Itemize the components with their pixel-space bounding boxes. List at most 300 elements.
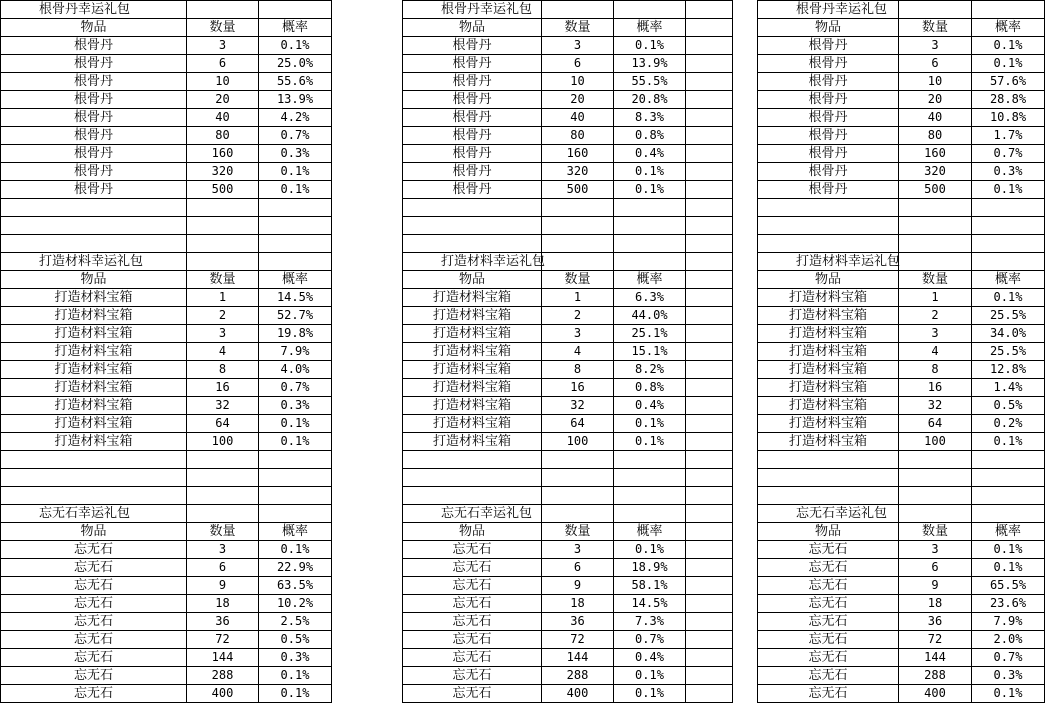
quantity-cell[interactable]: 80 <box>899 127 972 145</box>
probability-cell[interactable]: 44.0% <box>614 307 686 325</box>
empty-cell[interactable] <box>899 487 972 505</box>
empty-cell[interactable] <box>686 379 733 397</box>
empty-cell[interactable] <box>686 235 733 253</box>
empty-cell[interactable] <box>686 163 733 181</box>
empty-cell[interactable] <box>1 199 187 217</box>
empty-cell[interactable] <box>686 307 733 325</box>
header-item[interactable]: 物品 <box>403 271 542 289</box>
header-qty[interactable]: 数量 <box>542 523 614 541</box>
probability-cell[interactable]: 34.0% <box>972 325 1045 343</box>
item-name-cell[interactable]: 根骨丹 <box>1 37 187 55</box>
quantity-cell[interactable]: 8 <box>187 361 259 379</box>
quantity-cell[interactable]: 20 <box>187 91 259 109</box>
quantity-cell[interactable]: 1 <box>187 289 259 307</box>
empty-cell[interactable] <box>686 109 733 127</box>
section-title[interactable]: 打造材料幸运礼包 <box>758 253 899 271</box>
quantity-cell[interactable]: 4 <box>187 343 259 361</box>
item-name-cell[interactable]: 忘无石 <box>758 559 899 577</box>
item-name-cell[interactable]: 忘无石 <box>1 559 187 577</box>
empty-cell[interactable] <box>899 469 972 487</box>
item-name-cell[interactable]: 忘无石 <box>1 667 187 685</box>
probability-cell[interactable]: 0.1% <box>972 37 1045 55</box>
empty-cell[interactable] <box>686 451 733 469</box>
probability-cell[interactable]: 18.9% <box>614 559 686 577</box>
probability-cell[interactable]: 0.1% <box>972 289 1045 307</box>
empty-cell[interactable] <box>542 505 614 523</box>
item-name-cell[interactable]: 根骨丹 <box>758 73 899 91</box>
quantity-cell[interactable]: 2 <box>899 307 972 325</box>
empty-cell[interactable] <box>686 523 733 541</box>
item-name-cell[interactable]: 根骨丹 <box>758 163 899 181</box>
quantity-cell[interactable]: 500 <box>542 181 614 199</box>
probability-cell[interactable]: 58.1% <box>614 577 686 595</box>
item-name-cell[interactable]: 忘无石 <box>758 541 899 559</box>
item-name-cell[interactable]: 根骨丹 <box>403 181 542 199</box>
item-name-cell[interactable]: 打造材料宝箱 <box>758 289 899 307</box>
empty-cell[interactable] <box>542 217 614 235</box>
quantity-cell[interactable]: 80 <box>542 127 614 145</box>
empty-cell[interactable] <box>686 1 733 19</box>
quantity-cell[interactable]: 18 <box>899 595 972 613</box>
empty-cell[interactable] <box>686 217 733 235</box>
probability-cell[interactable]: 7.9% <box>972 613 1045 631</box>
item-name-cell[interactable]: 根骨丹 <box>403 37 542 55</box>
quantity-cell[interactable]: 64 <box>187 415 259 433</box>
item-name-cell[interactable]: 根骨丹 <box>1 163 187 181</box>
probability-cell[interactable]: 0.1% <box>972 181 1045 199</box>
item-name-cell[interactable]: 打造材料宝箱 <box>403 379 542 397</box>
quantity-cell[interactable]: 3 <box>899 541 972 559</box>
header-qty[interactable]: 数量 <box>542 271 614 289</box>
probability-cell[interactable]: 14.5% <box>614 595 686 613</box>
item-name-cell[interactable]: 忘无石 <box>1 613 187 631</box>
quantity-cell[interactable]: 32 <box>542 397 614 415</box>
quantity-cell[interactable]: 9 <box>899 577 972 595</box>
empty-cell[interactable] <box>972 505 1045 523</box>
quantity-cell[interactable]: 72 <box>899 631 972 649</box>
quantity-cell[interactable]: 3 <box>542 541 614 559</box>
header-item[interactable]: 物品 <box>758 523 899 541</box>
empty-cell[interactable] <box>403 487 542 505</box>
probability-cell[interactable]: 6.3% <box>614 289 686 307</box>
empty-cell[interactable] <box>686 253 733 271</box>
probability-cell[interactable]: 0.8% <box>614 379 686 397</box>
empty-cell[interactable] <box>758 217 899 235</box>
empty-cell[interactable] <box>899 451 972 469</box>
quantity-cell[interactable]: 1 <box>542 289 614 307</box>
item-name-cell[interactable]: 根骨丹 <box>758 91 899 109</box>
empty-cell[interactable] <box>1 451 187 469</box>
probability-cell[interactable]: 25.1% <box>614 325 686 343</box>
quantity-cell[interactable]: 144 <box>899 649 972 667</box>
quantity-cell[interactable]: 3 <box>542 37 614 55</box>
quantity-cell[interactable]: 3 <box>899 37 972 55</box>
quantity-cell[interactable]: 40 <box>899 109 972 127</box>
empty-cell[interactable] <box>403 469 542 487</box>
probability-cell[interactable]: 55.6% <box>259 73 332 91</box>
item-name-cell[interactable]: 忘无石 <box>1 631 187 649</box>
quantity-cell[interactable]: 64 <box>542 415 614 433</box>
probability-cell[interactable]: 0.1% <box>614 181 686 199</box>
quantity-cell[interactable]: 2 <box>187 307 259 325</box>
item-name-cell[interactable]: 根骨丹 <box>403 109 542 127</box>
item-name-cell[interactable]: 忘无石 <box>403 685 542 703</box>
empty-cell[interactable] <box>686 55 733 73</box>
probability-cell[interactable]: 0.1% <box>614 541 686 559</box>
header-item[interactable]: 物品 <box>758 271 899 289</box>
item-name-cell[interactable]: 忘无石 <box>758 577 899 595</box>
item-name-cell[interactable]: 根骨丹 <box>758 37 899 55</box>
probability-cell[interactable]: 0.7% <box>972 649 1045 667</box>
quantity-cell[interactable]: 20 <box>899 91 972 109</box>
item-name-cell[interactable]: 忘无石 <box>1 685 187 703</box>
quantity-cell[interactable]: 160 <box>187 145 259 163</box>
probability-cell[interactable]: 25.5% <box>972 343 1045 361</box>
probability-cell[interactable]: 1.4% <box>972 379 1045 397</box>
quantity-cell[interactable]: 16 <box>187 379 259 397</box>
header-prob[interactable]: 概率 <box>259 271 332 289</box>
probability-cell[interactable]: 0.1% <box>259 541 332 559</box>
item-name-cell[interactable]: 打造材料宝箱 <box>1 361 187 379</box>
empty-cell[interactable] <box>686 631 733 649</box>
quantity-cell[interactable]: 100 <box>542 433 614 451</box>
probability-cell[interactable]: 0.1% <box>259 415 332 433</box>
item-name-cell[interactable]: 打造材料宝箱 <box>1 307 187 325</box>
item-name-cell[interactable]: 打造材料宝箱 <box>1 397 187 415</box>
item-name-cell[interactable]: 打造材料宝箱 <box>758 379 899 397</box>
empty-cell[interactable] <box>972 199 1045 217</box>
empty-cell[interactable] <box>758 469 899 487</box>
item-name-cell[interactable]: 忘无石 <box>1 595 187 613</box>
item-name-cell[interactable]: 忘无石 <box>758 595 899 613</box>
header-prob[interactable]: 概率 <box>614 271 686 289</box>
item-name-cell[interactable]: 打造材料宝箱 <box>758 343 899 361</box>
probability-cell[interactable]: 0.1% <box>614 163 686 181</box>
probability-cell[interactable]: 1.7% <box>972 127 1045 145</box>
empty-cell[interactable] <box>403 235 542 253</box>
item-name-cell[interactable]: 打造材料宝箱 <box>758 397 899 415</box>
empty-cell[interactable] <box>686 649 733 667</box>
empty-cell[interactable] <box>686 487 733 505</box>
quantity-cell[interactable]: 16 <box>542 379 614 397</box>
empty-cell[interactable] <box>686 181 733 199</box>
header-qty[interactable]: 数量 <box>187 271 259 289</box>
empty-cell[interactable] <box>187 505 259 523</box>
empty-cell[interactable] <box>972 487 1045 505</box>
empty-cell[interactable] <box>614 217 686 235</box>
probability-cell[interactable]: 2.5% <box>259 613 332 631</box>
empty-cell[interactable] <box>972 1 1045 19</box>
quantity-cell[interactable]: 36 <box>187 613 259 631</box>
header-qty[interactable]: 数量 <box>899 271 972 289</box>
item-name-cell[interactable]: 忘无石 <box>403 559 542 577</box>
quantity-cell[interactable]: 20 <box>542 91 614 109</box>
quantity-cell[interactable]: 288 <box>187 667 259 685</box>
section-title[interactable]: 忘无石幸运礼包 <box>1 505 187 523</box>
quantity-cell[interactable]: 3 <box>899 325 972 343</box>
empty-cell[interactable] <box>403 217 542 235</box>
probability-cell[interactable]: 0.1% <box>972 541 1045 559</box>
probability-cell[interactable]: 25.0% <box>259 55 332 73</box>
empty-cell[interactable] <box>187 469 259 487</box>
empty-cell[interactable] <box>187 451 259 469</box>
quantity-cell[interactable]: 3 <box>542 325 614 343</box>
empty-cell[interactable] <box>686 289 733 307</box>
quantity-cell[interactable]: 10 <box>187 73 259 91</box>
header-prob[interactable]: 概率 <box>614 523 686 541</box>
quantity-cell[interactable]: 18 <box>187 595 259 613</box>
empty-cell[interactable] <box>614 235 686 253</box>
quantity-cell[interactable]: 1 <box>899 289 972 307</box>
empty-cell[interactable] <box>686 73 733 91</box>
quantity-cell[interactable]: 3 <box>187 325 259 343</box>
empty-cell[interactable] <box>403 199 542 217</box>
empty-cell[interactable] <box>686 271 733 289</box>
header-qty[interactable]: 数量 <box>187 19 259 37</box>
item-name-cell[interactable]: 忘无石 <box>758 631 899 649</box>
quantity-cell[interactable]: 16 <box>899 379 972 397</box>
item-name-cell[interactable]: 根骨丹 <box>403 145 542 163</box>
empty-cell[interactable] <box>614 199 686 217</box>
probability-cell[interactable]: 13.9% <box>614 55 686 73</box>
item-name-cell[interactable]: 根骨丹 <box>1 181 187 199</box>
empty-cell[interactable] <box>686 505 733 523</box>
header-prob[interactable]: 概率 <box>614 19 686 37</box>
empty-cell[interactable] <box>187 487 259 505</box>
empty-cell[interactable] <box>542 253 614 271</box>
item-name-cell[interactable]: 打造材料宝箱 <box>1 343 187 361</box>
section-title[interactable]: 忘无石幸运礼包 <box>758 505 899 523</box>
empty-cell[interactable] <box>542 199 614 217</box>
empty-cell[interactable] <box>542 1 614 19</box>
empty-cell[interactable] <box>758 487 899 505</box>
item-name-cell[interactable]: 打造材料宝箱 <box>758 415 899 433</box>
probability-cell[interactable]: 0.3% <box>259 397 332 415</box>
item-name-cell[interactable]: 根骨丹 <box>403 91 542 109</box>
probability-cell[interactable]: 10.8% <box>972 109 1045 127</box>
quantity-cell[interactable]: 100 <box>187 433 259 451</box>
quantity-cell[interactable]: 6 <box>899 55 972 73</box>
empty-cell[interactable] <box>403 451 542 469</box>
empty-cell[interactable] <box>187 1 259 19</box>
probability-cell[interactable]: 0.1% <box>614 37 686 55</box>
item-name-cell[interactable]: 忘无石 <box>758 685 899 703</box>
item-name-cell[interactable]: 忘无石 <box>1 541 187 559</box>
probability-cell[interactable]: 12.8% <box>972 361 1045 379</box>
header-prob[interactable]: 概率 <box>259 19 332 37</box>
empty-cell[interactable] <box>972 469 1045 487</box>
empty-cell[interactable] <box>259 487 332 505</box>
item-name-cell[interactable]: 忘无石 <box>403 541 542 559</box>
empty-cell[interactable] <box>259 451 332 469</box>
item-name-cell[interactable]: 根骨丹 <box>1 91 187 109</box>
quantity-cell[interactable]: 9 <box>187 577 259 595</box>
probability-cell[interactable]: 23.6% <box>972 595 1045 613</box>
empty-cell[interactable] <box>614 253 686 271</box>
probability-cell[interactable]: 0.4% <box>614 649 686 667</box>
header-prob[interactable]: 概率 <box>259 523 332 541</box>
probability-cell[interactable]: 65.5% <box>972 577 1045 595</box>
item-name-cell[interactable]: 打造材料宝箱 <box>1 289 187 307</box>
header-qty[interactable]: 数量 <box>899 19 972 37</box>
section-title[interactable]: 打造材料幸运礼包 <box>403 253 542 271</box>
probability-cell[interactable]: 20.8% <box>614 91 686 109</box>
probability-cell[interactable]: 0.1% <box>614 433 686 451</box>
item-name-cell[interactable]: 打造材料宝箱 <box>403 289 542 307</box>
quantity-cell[interactable]: 4 <box>899 343 972 361</box>
item-name-cell[interactable]: 忘无石 <box>403 613 542 631</box>
empty-cell[interactable] <box>758 199 899 217</box>
empty-cell[interactable] <box>686 433 733 451</box>
empty-cell[interactable] <box>259 253 332 271</box>
section-title[interactable]: 打造材料幸运礼包 <box>1 253 187 271</box>
item-name-cell[interactable]: 打造材料宝箱 <box>1 415 187 433</box>
probability-cell[interactable]: 0.1% <box>614 667 686 685</box>
empty-cell[interactable] <box>1 217 187 235</box>
empty-cell[interactable] <box>259 469 332 487</box>
empty-cell[interactable] <box>686 685 733 703</box>
quantity-cell[interactable]: 80 <box>187 127 259 145</box>
empty-cell[interactable] <box>972 253 1045 271</box>
probability-cell[interactable]: 25.5% <box>972 307 1045 325</box>
probability-cell[interactable]: 14.5% <box>259 289 332 307</box>
empty-cell[interactable] <box>899 505 972 523</box>
section-title[interactable]: 根骨丹幸运礼包 <box>1 1 187 19</box>
quantity-cell[interactable]: 8 <box>542 361 614 379</box>
item-name-cell[interactable]: 打造材料宝箱 <box>1 379 187 397</box>
item-name-cell[interactable]: 打造材料宝箱 <box>403 415 542 433</box>
empty-cell[interactable] <box>686 19 733 37</box>
probability-cell[interactable]: 28.8% <box>972 91 1045 109</box>
probability-cell[interactable]: 8.3% <box>614 109 686 127</box>
empty-cell[interactable] <box>686 325 733 343</box>
item-name-cell[interactable]: 打造材料宝箱 <box>403 397 542 415</box>
quantity-cell[interactable]: 6 <box>899 559 972 577</box>
header-item[interactable]: 物品 <box>758 19 899 37</box>
empty-cell[interactable] <box>686 145 733 163</box>
quantity-cell[interactable]: 72 <box>187 631 259 649</box>
probability-cell[interactable]: 0.1% <box>972 55 1045 73</box>
quantity-cell[interactable]: 6 <box>542 559 614 577</box>
item-name-cell[interactable]: 根骨丹 <box>1 109 187 127</box>
empty-cell[interactable] <box>187 217 259 235</box>
empty-cell[interactable] <box>686 397 733 415</box>
empty-cell[interactable] <box>614 505 686 523</box>
quantity-cell[interactable]: 64 <box>899 415 972 433</box>
quantity-cell[interactable]: 288 <box>899 667 972 685</box>
quantity-cell[interactable]: 72 <box>542 631 614 649</box>
header-item[interactable]: 物品 <box>403 19 542 37</box>
probability-cell[interactable]: 0.1% <box>972 685 1045 703</box>
empty-cell[interactable] <box>686 577 733 595</box>
probability-cell[interactable]: 0.4% <box>614 145 686 163</box>
quantity-cell[interactable]: 160 <box>542 145 614 163</box>
item-name-cell[interactable]: 忘无石 <box>403 631 542 649</box>
header-item[interactable]: 物品 <box>1 523 187 541</box>
empty-cell[interactable] <box>899 1 972 19</box>
quantity-cell[interactable]: 288 <box>542 667 614 685</box>
quantity-cell[interactable]: 400 <box>542 685 614 703</box>
quantity-cell[interactable]: 36 <box>542 613 614 631</box>
probability-cell[interactable]: 0.3% <box>259 145 332 163</box>
empty-cell[interactable] <box>686 199 733 217</box>
probability-cell[interactable]: 55.5% <box>614 73 686 91</box>
quantity-cell[interactable]: 3 <box>187 37 259 55</box>
empty-cell[interactable] <box>259 1 332 19</box>
empty-cell[interactable] <box>187 199 259 217</box>
item-name-cell[interactable]: 根骨丹 <box>403 163 542 181</box>
item-name-cell[interactable]: 忘无石 <box>1 649 187 667</box>
probability-cell[interactable]: 4.0% <box>259 361 332 379</box>
probability-cell[interactable]: 0.3% <box>972 667 1045 685</box>
item-name-cell[interactable]: 根骨丹 <box>1 73 187 91</box>
item-name-cell[interactable]: 根骨丹 <box>403 55 542 73</box>
item-name-cell[interactable]: 忘无石 <box>403 595 542 613</box>
section-title[interactable]: 忘无石幸运礼包 <box>403 505 542 523</box>
empty-cell[interactable] <box>686 469 733 487</box>
empty-cell[interactable] <box>686 91 733 109</box>
item-name-cell[interactable]: 忘无石 <box>403 667 542 685</box>
header-item[interactable]: 物品 <box>1 271 187 289</box>
item-name-cell[interactable]: 打造材料宝箱 <box>758 325 899 343</box>
probability-cell[interactable]: 0.1% <box>259 181 332 199</box>
empty-cell[interactable] <box>972 217 1045 235</box>
quantity-cell[interactable]: 6 <box>187 55 259 73</box>
probability-cell[interactable]: 0.1% <box>259 163 332 181</box>
empty-cell[interactable] <box>972 235 1045 253</box>
empty-cell[interactable] <box>542 469 614 487</box>
empty-cell[interactable] <box>686 415 733 433</box>
section-title[interactable]: 根骨丹幸运礼包 <box>403 1 542 19</box>
header-prob[interactable]: 概率 <box>972 271 1045 289</box>
quantity-cell[interactable]: 400 <box>187 685 259 703</box>
probability-cell[interactable]: 7.3% <box>614 613 686 631</box>
probability-cell[interactable]: 0.1% <box>259 37 332 55</box>
empty-cell[interactable] <box>614 487 686 505</box>
item-name-cell[interactable]: 根骨丹 <box>1 127 187 145</box>
empty-cell[interactable] <box>686 361 733 379</box>
probability-cell[interactable]: 52.7% <box>259 307 332 325</box>
item-name-cell[interactable]: 根骨丹 <box>1 55 187 73</box>
item-name-cell[interactable]: 根骨丹 <box>1 145 187 163</box>
probability-cell[interactable]: 8.2% <box>614 361 686 379</box>
header-qty[interactable]: 数量 <box>542 19 614 37</box>
quantity-cell[interactable]: 320 <box>542 163 614 181</box>
item-name-cell[interactable]: 打造材料宝箱 <box>758 433 899 451</box>
empty-cell[interactable] <box>686 613 733 631</box>
item-name-cell[interactable]: 打造材料宝箱 <box>1 325 187 343</box>
item-name-cell[interactable]: 忘无石 <box>1 577 187 595</box>
header-prob[interactable]: 概率 <box>972 19 1045 37</box>
item-name-cell[interactable]: 根骨丹 <box>758 55 899 73</box>
quantity-cell[interactable]: 500 <box>187 181 259 199</box>
empty-cell[interactable] <box>686 343 733 361</box>
item-name-cell[interactable]: 根骨丹 <box>758 109 899 127</box>
item-name-cell[interactable]: 忘无石 <box>758 649 899 667</box>
probability-cell[interactable]: 0.7% <box>614 631 686 649</box>
empty-cell[interactable] <box>542 487 614 505</box>
quantity-cell[interactable]: 8 <box>899 361 972 379</box>
empty-cell[interactable] <box>259 217 332 235</box>
quantity-cell[interactable]: 6 <box>542 55 614 73</box>
item-name-cell[interactable]: 打造材料宝箱 <box>403 361 542 379</box>
empty-cell[interactable] <box>972 451 1045 469</box>
quantity-cell[interactable]: 100 <box>899 433 972 451</box>
probability-cell[interactable]: 13.9% <box>259 91 332 109</box>
empty-cell[interactable] <box>899 217 972 235</box>
item-name-cell[interactable]: 忘无石 <box>758 667 899 685</box>
probability-cell[interactable]: 15.1% <box>614 343 686 361</box>
